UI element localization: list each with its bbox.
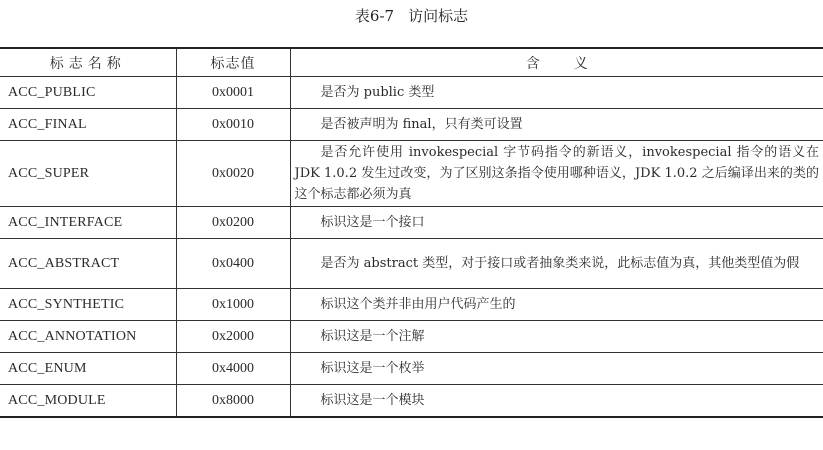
- flag-meaning-cell: 是否为 abstract 类型，对于接口或者抽象类来说，此标志值为真，其他类型值为假: [290, 239, 823, 289]
- header-meaning-left: 含: [525, 55, 540, 72]
- flag-value-cell: 0x8000: [176, 385, 290, 418]
- table-row: [0, 77, 823, 109]
- table-row: [0, 321, 823, 353]
- table-title: 访问标志: [408, 7, 469, 25]
- flag-name-cell: ACC_INTERFACE: [0, 207, 176, 239]
- flag-meaning-cell: 是否允许使用 invokespecial 字节码指令的新语义，invokespecial 指令的语义在 JDK 1.0.2 发生过改变，为了区别这条指令使用哪种语义，JDK 1.0.2 之后编译出来的类的这个标志都必须为真: [290, 141, 823, 207]
- flag-value-cell: 0x0001: [176, 77, 290, 109]
- flag-value-cell: 0x0010: [176, 109, 290, 141]
- flag-value-cell: 0x1000: [176, 289, 290, 321]
- header-flag-name: 标志名称: [0, 48, 176, 77]
- flag-value-cell: 0x2000: [176, 321, 290, 353]
- access-flags-table: [0, 47, 823, 418]
- table-row: [0, 109, 823, 141]
- flag-meaning-cell: 标识这是一个注解: [290, 321, 823, 353]
- header-meaning-right: 义: [573, 55, 588, 72]
- table-row: [0, 289, 823, 321]
- flag-name-cell: ACC_SYNTHETIC: [0, 289, 176, 321]
- header-row: [0, 48, 823, 77]
- flag-meaning-cell: 标识这个类并非由用户代码产生的: [290, 289, 823, 321]
- flag-value-cell: 0x0400: [176, 239, 290, 289]
- flag-meaning-cell: 标识这是一个枚举: [290, 353, 823, 385]
- flag-meaning-cell: 是否为 public 类型: [290, 77, 823, 109]
- flag-name-cell: ACC_ANNOTATION: [0, 321, 176, 353]
- table-row: [0, 207, 823, 239]
- flag-name-cell: ACC_ENUM: [0, 353, 176, 385]
- table-row: [0, 353, 823, 385]
- table-caption: [0, 6, 823, 26]
- flag-meaning-cell: 标识这是一个接口: [290, 207, 823, 239]
- flag-value-cell: 0x0200: [176, 207, 290, 239]
- header-flag-value: 标志值: [176, 48, 290, 77]
- table-row: [0, 385, 823, 418]
- flag-meaning-cell: 是否被声明为 final，只有类可设置: [290, 109, 823, 141]
- flag-name-cell: ACC_SUPER: [0, 141, 176, 207]
- flag-name-cell: ACC_ABSTRACT: [0, 239, 176, 289]
- table-number: 表6-7: [354, 7, 395, 25]
- flag-meaning-cell: 标识这是一个模块: [290, 385, 823, 418]
- header-meaning: [290, 48, 823, 77]
- flag-name-cell: ACC_MODULE: [0, 385, 176, 418]
- flag-name-cell: ACC_FINAL: [0, 109, 176, 141]
- flag-name-cell: ACC_PUBLIC: [0, 77, 176, 109]
- flag-value-cell: 0x4000: [176, 353, 290, 385]
- flag-value-cell: 0x0020: [176, 141, 290, 207]
- table-row: [0, 141, 823, 207]
- table-row: [0, 239, 823, 289]
